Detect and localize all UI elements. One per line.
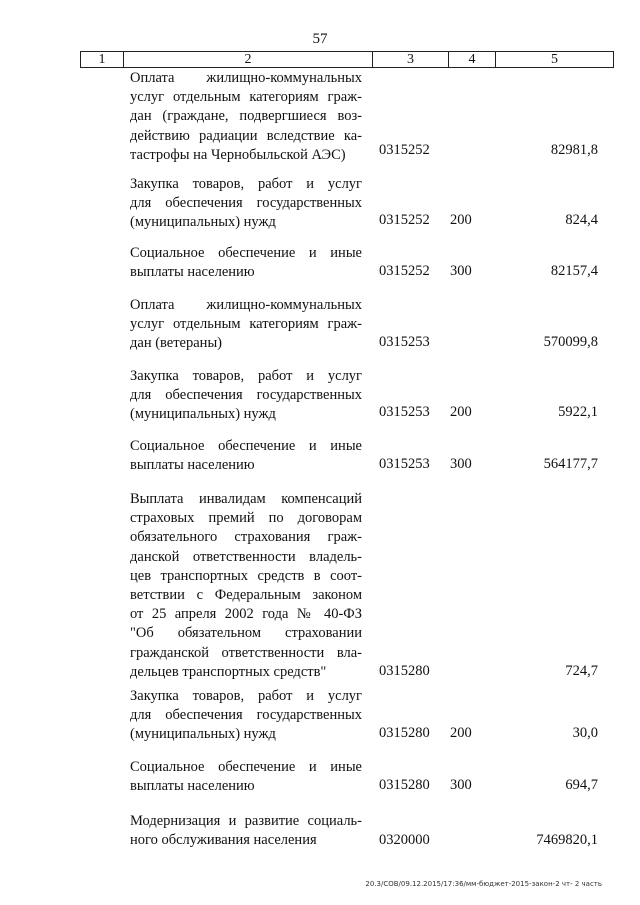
row-description xyxy=(130,687,362,745)
description-line: услуг отдельным категориям граж- xyxy=(130,89,362,106)
description-line: Социальное обеспечение и иные xyxy=(130,759,362,775)
row-type: 200 xyxy=(450,725,472,741)
row-description xyxy=(130,296,362,354)
description-line: дан (ветераны) xyxy=(130,335,223,352)
description-line: (муниципальных) нужд xyxy=(130,726,276,743)
description-line: (муниципальных) нужд xyxy=(130,406,276,423)
row-description xyxy=(130,490,362,682)
footer-stamp: 20.3/СОВ/09.12.2015/17:36/мм-бюджет-2015-закон-2 чт- 2 часть xyxy=(365,880,602,888)
description-line: Модернизация и развитие социаль- xyxy=(130,813,362,829)
row-amount: 30,0 xyxy=(572,725,598,741)
description-line: (муниципальных) нужд xyxy=(130,214,276,231)
description-line: дан (граждане, подвергшиеся воз- xyxy=(130,108,362,125)
row-code: 0315252 xyxy=(379,212,430,228)
row-amount: 5922,1 xyxy=(558,404,598,420)
row-code: 0315280 xyxy=(379,725,430,741)
row-amount: 824,4 xyxy=(565,212,598,228)
row-description xyxy=(130,244,362,282)
row-code: 0315252 xyxy=(379,263,430,279)
row-amount: 82981,8 xyxy=(550,142,598,158)
row-type: 300 xyxy=(450,456,472,472)
description-line: для обеспечения государственных xyxy=(130,195,362,212)
description-line: действию радиации вследствие ка- xyxy=(130,127,362,144)
row-amount: 564177,7 xyxy=(543,456,598,472)
description-line: Социальное обеспечение и иные xyxy=(130,438,362,454)
description-line: выплаты населению xyxy=(130,457,255,474)
row-description xyxy=(130,758,362,796)
description-line: цев транспортных средств в соот- xyxy=(130,567,362,584)
row-code: 0315253 xyxy=(379,456,430,472)
row-description xyxy=(130,812,362,850)
header-col-2: 2 xyxy=(124,52,373,68)
description-line: тастрофы на Чернобыльской АЭС) xyxy=(130,146,346,163)
description-line: Оплата жилищно-коммунальных xyxy=(130,297,362,313)
header-col-4: 4 xyxy=(449,52,496,68)
description-line: ного обслуживания населения xyxy=(130,832,317,849)
header-col-5: 5 xyxy=(496,52,614,68)
description-line: ветствии с Федеральным законом xyxy=(130,587,362,604)
row-type: 200 xyxy=(450,404,472,420)
description-line: Закупка товаров, работ и услуг xyxy=(130,176,362,192)
row-code: 0315252 xyxy=(379,142,430,158)
description-line: обязательного страхования граж- xyxy=(130,529,362,546)
row-description xyxy=(130,367,362,425)
description-line: для обеспечения государственных xyxy=(130,387,362,404)
header-col-3: 3 xyxy=(373,52,449,68)
row-code: 0320000 xyxy=(379,832,430,848)
description-line: Оплата жилищно-коммунальных xyxy=(130,70,362,86)
row-description xyxy=(130,175,362,233)
description-line: выплаты населению xyxy=(130,264,255,281)
description-line: Закупка товаров, работ и услуг xyxy=(130,688,362,704)
description-line: данской ответственности владель- xyxy=(130,548,362,565)
description-line: Выплата инвалидам компенсаций xyxy=(130,491,362,507)
description-line: Социальное обеспечение и иные xyxy=(130,245,362,261)
description-line: гражданской ответственности вла- xyxy=(130,644,362,661)
description-line: Закупка товаров, работ и услуг xyxy=(130,368,362,384)
description-line: от 25 апреля 2002 года № 40-ФЗ xyxy=(130,606,362,623)
row-amount: 7469820,1 xyxy=(536,832,598,848)
row-code: 0315253 xyxy=(379,334,430,350)
row-description xyxy=(130,437,362,475)
page-number: 57 xyxy=(312,31,328,47)
description-line: дельцев транспортных средств" xyxy=(130,663,327,680)
header-col-1: 1 xyxy=(81,52,124,68)
row-description xyxy=(130,69,362,165)
row-amount: 724,7 xyxy=(565,663,598,679)
row-amount: 570099,8 xyxy=(543,334,598,350)
row-amount: 694,7 xyxy=(565,777,598,793)
description-line: страховых премий по договорам xyxy=(130,510,362,527)
row-code: 0315280 xyxy=(379,777,430,793)
table-header xyxy=(80,51,614,68)
row-type: 200 xyxy=(450,212,472,228)
row-code: 0315253 xyxy=(379,404,430,420)
description-line: услуг отдельным категориям граж- xyxy=(130,316,362,333)
row-code: 0315280 xyxy=(379,663,430,679)
description-line: для обеспечения государственных xyxy=(130,707,362,724)
row-amount: 82157,4 xyxy=(550,263,598,279)
row-type: 300 xyxy=(450,263,472,279)
description-line: выплаты населению xyxy=(130,778,255,795)
description-line: "Об обязательном страховании xyxy=(130,625,362,642)
row-type: 300 xyxy=(450,777,472,793)
